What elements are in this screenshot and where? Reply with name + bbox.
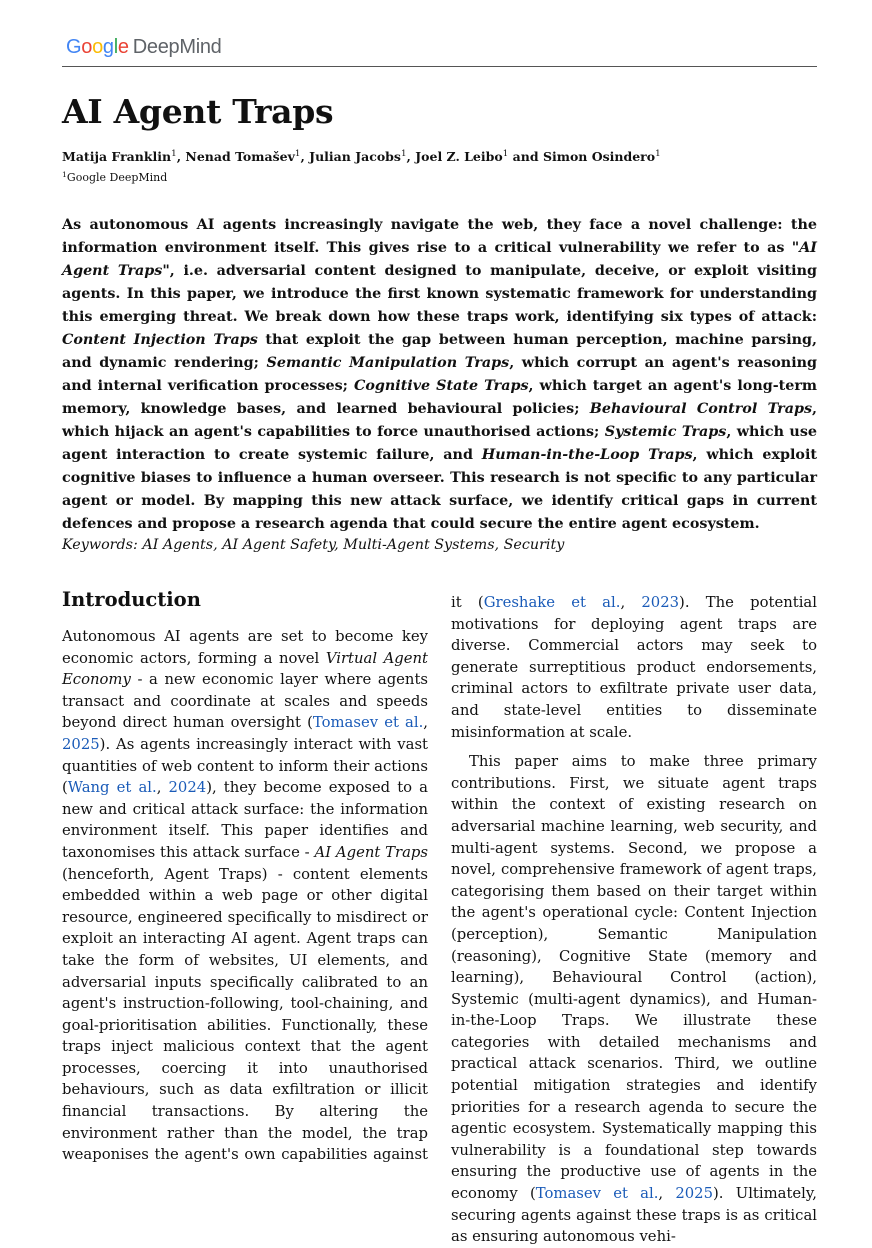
author-list <box>62 149 661 164</box>
abstract-text: , which exploit cognitive biases to influence a human overseer. This research is not specific to any particular agent or model. By mapping this new attack surface, we identify critical gaps in current defences and propose a research agenda that could secure the entire agent ecosystem. <box>62 447 817 532</box>
citation-year-link[interactable]: 2024 <box>168 779 207 797</box>
logo-letter: G <box>66 36 82 58</box>
author-separator: , <box>406 149 416 164</box>
logo-letter: e <box>117 36 129 58</box>
affiliation-mark: 1 <box>62 169 67 179</box>
abstract-text: , which hijack an agent's capabilities to force unauthorised actions; <box>62 401 817 440</box>
body-text: This paper aims to make three primary contributions. First, we situate agent traps within the context of existing research on adversarial machine learning, web security, and multi-agent systems. Second, we propose a novel, comprehensive framework of agent traps, categorising them based on their target within the agent's operational cycle: Content Injection (perception), Semantic Manipulation (reasoning), Cognitive State (memory and learning), Behavioural Control (action), Systemic (multi-agent dynamics), and Human-in-the-Loop Traps. We illustrate these categories with detailed mechanisms and practical attack scenarios. Third, we outline potential mitigation strategies and identify priorities for a research agenda to secure the agentic ecosystem. Systematically mapping this vulnerability is a foundational step towards ensuring the productive use of agents in the economy ( <box>451 753 817 1203</box>
citation-link[interactable]: Greshake et al. <box>483 594 621 611</box>
abstract-term: Human-in-the-Loop Traps <box>481 447 693 463</box>
body-text: ). As agents increasingly interact with vast quantities of web content to inform their actions ( <box>62 735 428 797</box>
body-emphasis: AI Agent Traps <box>314 843 428 861</box>
body-text: it ( <box>451 594 484 611</box>
section-heading-introduction: Introduction <box>62 588 201 611</box>
citation-separator: , <box>156 779 169 797</box>
intro-paragraph-2 <box>451 751 817 1248</box>
citation-separator: , <box>620 594 642 611</box>
affiliation-mark: 1 <box>171 149 177 160</box>
abstract-term: Content Injection Traps <box>62 332 258 348</box>
abstract-text: , which corrupt an agent's reasoning and internal verification processes; <box>62 355 818 394</box>
affiliation-mark: 1 <box>502 149 509 160</box>
author-name: Julian Jacobs <box>309 149 401 164</box>
keywords: Keywords: AI Agents, AI Agent Safety, Multi-Agent Systems, Security <box>62 537 565 553</box>
google-deepmind-logo <box>66 36 222 59</box>
affiliation <box>62 171 167 184</box>
left-column <box>62 588 428 1166</box>
abstract-text: , which target an agent's long-term memory, knowledge bases, and learned behavioural policies; <box>62 378 817 417</box>
citation-link[interactable]: Tomasev et al. <box>312 714 424 732</box>
body-text: Autonomous AI agents are set to become key economic actors, forming a novel <box>62 628 428 667</box>
logo-letter: o <box>92 36 103 58</box>
body-text: (henceforth, Agent Traps) - content elements embedded within a web page or other digital resource, engineered specifically to misdirect or exploit an interacting AI agent. Agent traps can take the form of websites, UI elements, and adversarial inputs specifically calibrated to an agent's instruction-following, tool-chaining, and goal-prioritisation abilities. Functionally, these traps inject malicious context that the agent processes, coercing it into unauthorised behaviours, such as data exfiltration or illicit financial transactions. By altering the environment rather than the model, the trap weaponises the agent's own capabilities against <box>62 865 428 1164</box>
author-name: Joel Z. Leibo <box>415 149 503 164</box>
citation-year-link[interactable]: 2025 <box>675 1185 714 1203</box>
header-divider <box>62 66 817 67</box>
author-name: Simon Osindero <box>542 149 656 164</box>
intro-paragraph-1-continued <box>451 592 817 743</box>
abstract-term: Behavioural Control Traps <box>589 401 813 417</box>
citation-link[interactable]: Wang et al. <box>67 779 157 797</box>
affiliation-mark: 1 <box>655 149 661 160</box>
citation-year-link[interactable]: 2025 <box>62 735 100 753</box>
logo-letter: g <box>102 36 114 58</box>
author-separator: , <box>176 149 186 164</box>
affiliation-name: Google DeepMind <box>66 171 168 184</box>
logo-letter: l <box>113 36 118 58</box>
abstract-term: AI Agent Traps <box>62 240 817 279</box>
body-emphasis: Virtual Agent Economy <box>62 649 429 689</box>
citation-separator: , <box>423 714 429 732</box>
paper-title: AI Agent Traps <box>62 92 334 131</box>
intro-paragraph-1 <box>62 626 428 1166</box>
body-text: ), they become exposed to a new and critical attack surface: the information environment itself. This paper identifies and taxonomises this attack surface - <box>62 779 428 861</box>
abstract-text: that exploit the gap between human perception, machine parsing, and dynamic rendering; <box>62 332 817 371</box>
author-name: Nenad Tomašev <box>185 149 295 164</box>
author-name: Matija Franklin <box>62 149 172 164</box>
logo-letter: o <box>81 36 93 58</box>
author-separator: and <box>508 149 543 164</box>
citation-separator: , <box>658 1185 676 1203</box>
logo-deepmind: DeepMind <box>132 36 222 58</box>
abstract-term: Systemic Traps <box>604 424 727 440</box>
body-text: ). Ultimately, securing agents against these traps is as critical as ensuring autonomous vehi- <box>451 1185 817 1246</box>
abstract-term: Cognitive State Traps <box>353 378 529 394</box>
abstract-text: , which use agent interaction to create systemic failure, and <box>62 424 817 463</box>
abstract-term: Semantic Manipulation Traps <box>266 355 510 371</box>
abstract <box>62 214 817 536</box>
body-text: ). The potential motivations for deploying agent traps are diverse. Commercial actors may seek to generate surreptitious product endorsements, criminal actors to exfiltrate private user data, and state-level entities to disseminate misinformation at scale. <box>451 594 817 741</box>
affiliation-mark: 1 <box>400 149 407 160</box>
citation-link[interactable]: Tomasev et al. <box>535 1185 659 1203</box>
citation-year-link[interactable]: 2023 <box>641 594 680 611</box>
abstract-text: As autonomous AI agents increasingly navigate the web, they face a novel challenge: the information environment itself. This gives rise to a critical vulnerability we refer to as " <box>62 217 817 256</box>
right-column <box>451 592 817 1248</box>
abstract-text: ", i.e. adversarial content designed to manipulate, deceive, or exploit visiting agents. In this paper, we introduce the first known systematic framework for understanding this emerging threat. We break down how these traps work, identifying six types of attack: <box>62 263 817 325</box>
author-separator: , <box>300 149 310 164</box>
affiliation-mark: 1 <box>294 149 301 160</box>
body-text: - a new economic layer where agents transact and coordinate at scales and speeds beyond direct human oversight ( <box>62 671 428 732</box>
